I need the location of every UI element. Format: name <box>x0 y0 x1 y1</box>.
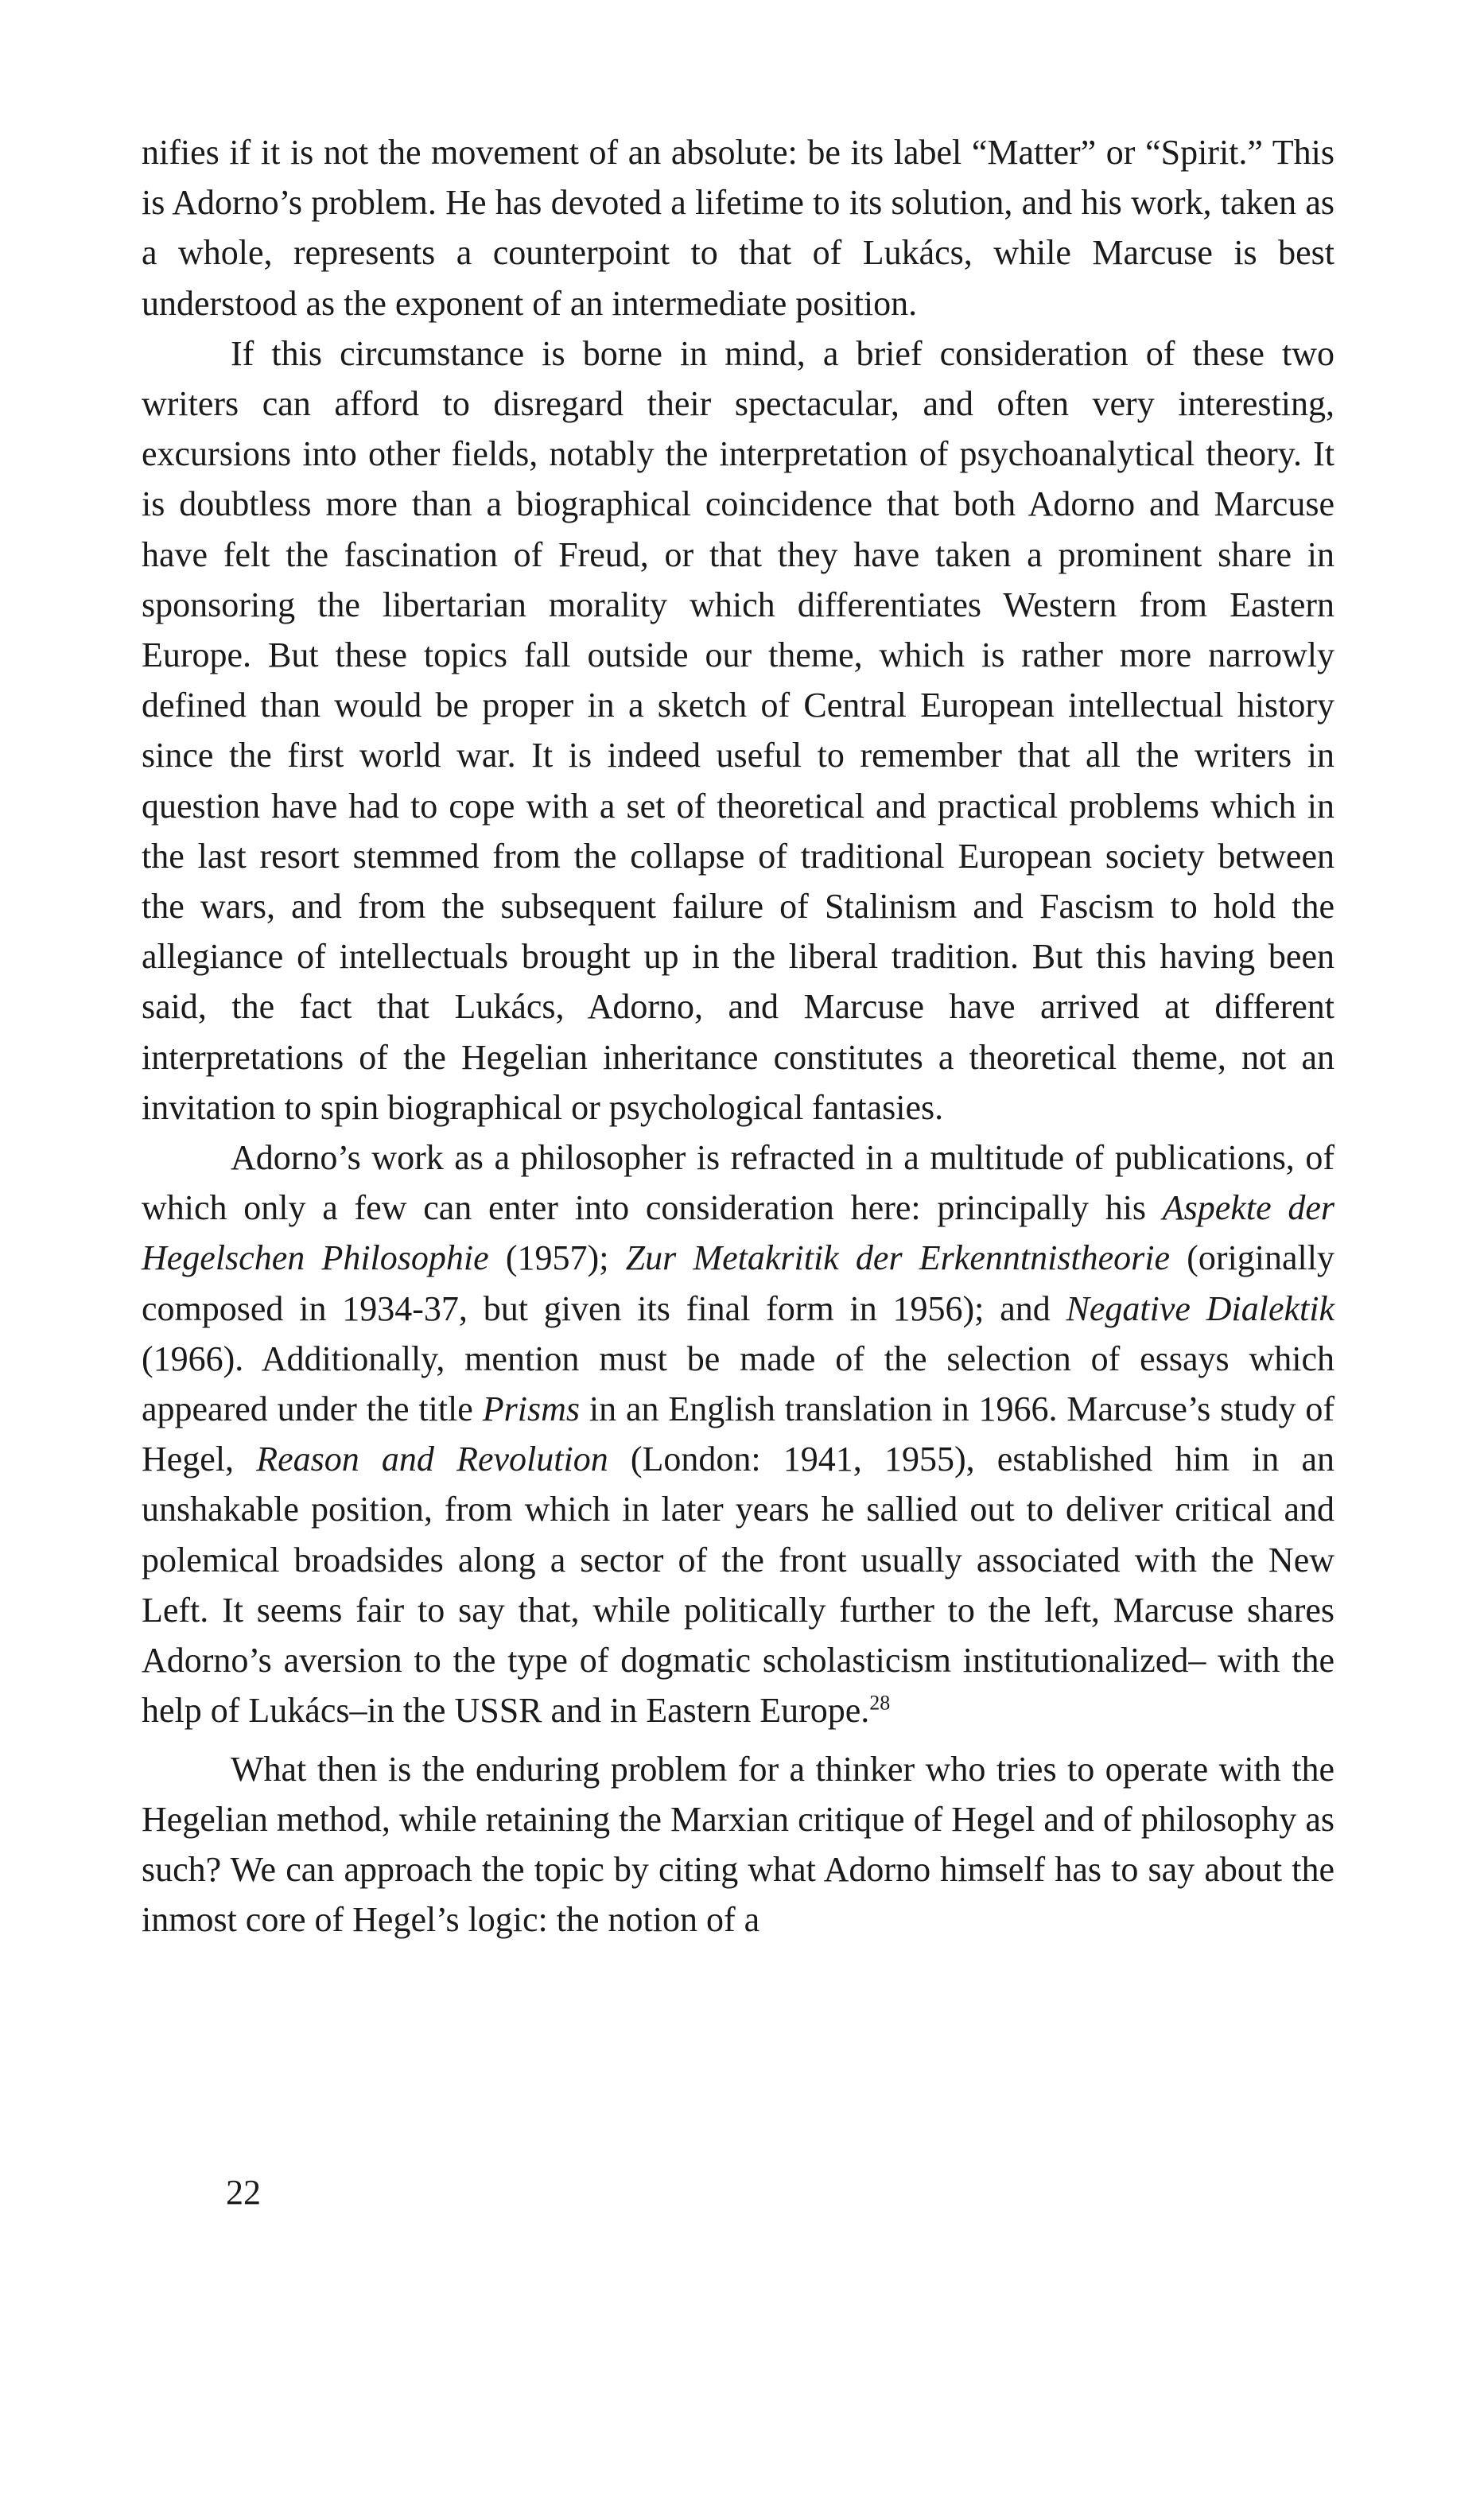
paragraph-adorno-work <box>142 1133 1334 1735</box>
text-segment: (London: 1941, 1955), established him in an unshakable position, from which in later years he sallied out to deliver critical and polemical broadsides along a sector of the front usually associated with the New Left. It seems fair to say that, while politically further to the left, Marcuse shares Adorno’s aversion to the type of dogmatic scholasticism institutionalized– with the help of Lukács–in the USSR and in Eastern Europe. <box>142 1440 1335 1731</box>
paragraph-continuation: nifies if it is not the movement of an absolute: be its label “Matter” or “Spirit.” This is Adorno’s problem. He has devoted a lifetime to its solution, and his work, taken as a whole, represents a counterpoint to that of Lukács, while Marcuse is best understood as the exponent of an intermediate position. <box>142 133 1334 323</box>
book-title: Zur Metakritik der Erkenntnistheorie <box>625 1238 1171 1278</box>
book-title: Reason and Revolution <box>256 1440 608 1479</box>
book-title: Aspekte der Hegelschen Philosophie <box>142 1188 1334 1278</box>
book-title: Negative Dialektik <box>1066 1288 1335 1328</box>
text-segment: (1966). Additionally, mention must be made of the selection of essays which appeared under the title <box>142 1339 1334 1429</box>
page-number: 22 <box>226 2173 261 2212</box>
text-segment: Adorno’s work as a philosopher is refracted in a multitude of publications, of which only a few can enter into consideration here: principally his <box>142 1138 1334 1228</box>
book-title: Prisms <box>482 1389 580 1429</box>
text-segment: in an English translation in 1966. Marcuse’s study of Hegel, <box>142 1389 1335 1479</box>
body-text <box>142 127 1334 1945</box>
paragraph-circumstance: If this circumstance is borne in mind, a brief consideration of these two writers can afford to disregard their spectacular, and often very interesting, excursions into other fields, notably the interpretation of psychoanalytical theory. It is doubtless more than a biographical coincidence that both Adorno and Marcuse have felt the fascination of Freud, or that they have taken a prominent share in sponsoring the libertarian morality which differentiates Western from Eastern Europe. But these topics fall outside our theme, which is rather more narrowly defined than would be proper in a sketch of Central European intellectual history since the first world war. It is indeed useful to remember that all the writers in question have had to cope with a set of theoretical and practical problems which in the last resort stemmed from the collapse of traditional European society between the wars, and from the subsequent failure of Stalinism and Fascism to hold the allegiance of intellectuals brought up in the liberal tradition. But this having been said, the fact that Lukács, Adorno, and Marcuse have arrived at different interpretations of the Hegelian inheritance constitutes a theoretical theme, not an invitation to spin biographical or psychological fantasies. <box>142 333 1334 1127</box>
text-segment: (1957); <box>488 1238 626 1278</box>
paragraph-enduring-problem: What then is the enduring problem for a thinker who tries to operate with the Hegelian method, while retaining the Marxian critique of Hegel and of philosophy as such? We can approach the topic by citing what Adorno himself has to say about the inmost core of Hegel’s logic: the notion of a <box>142 1749 1334 1940</box>
footnote-reference: 28 <box>869 1691 891 1715</box>
text-segment: (originally composed in 1934-37, but given its final form in 1956); and <box>142 1238 1335 1328</box>
